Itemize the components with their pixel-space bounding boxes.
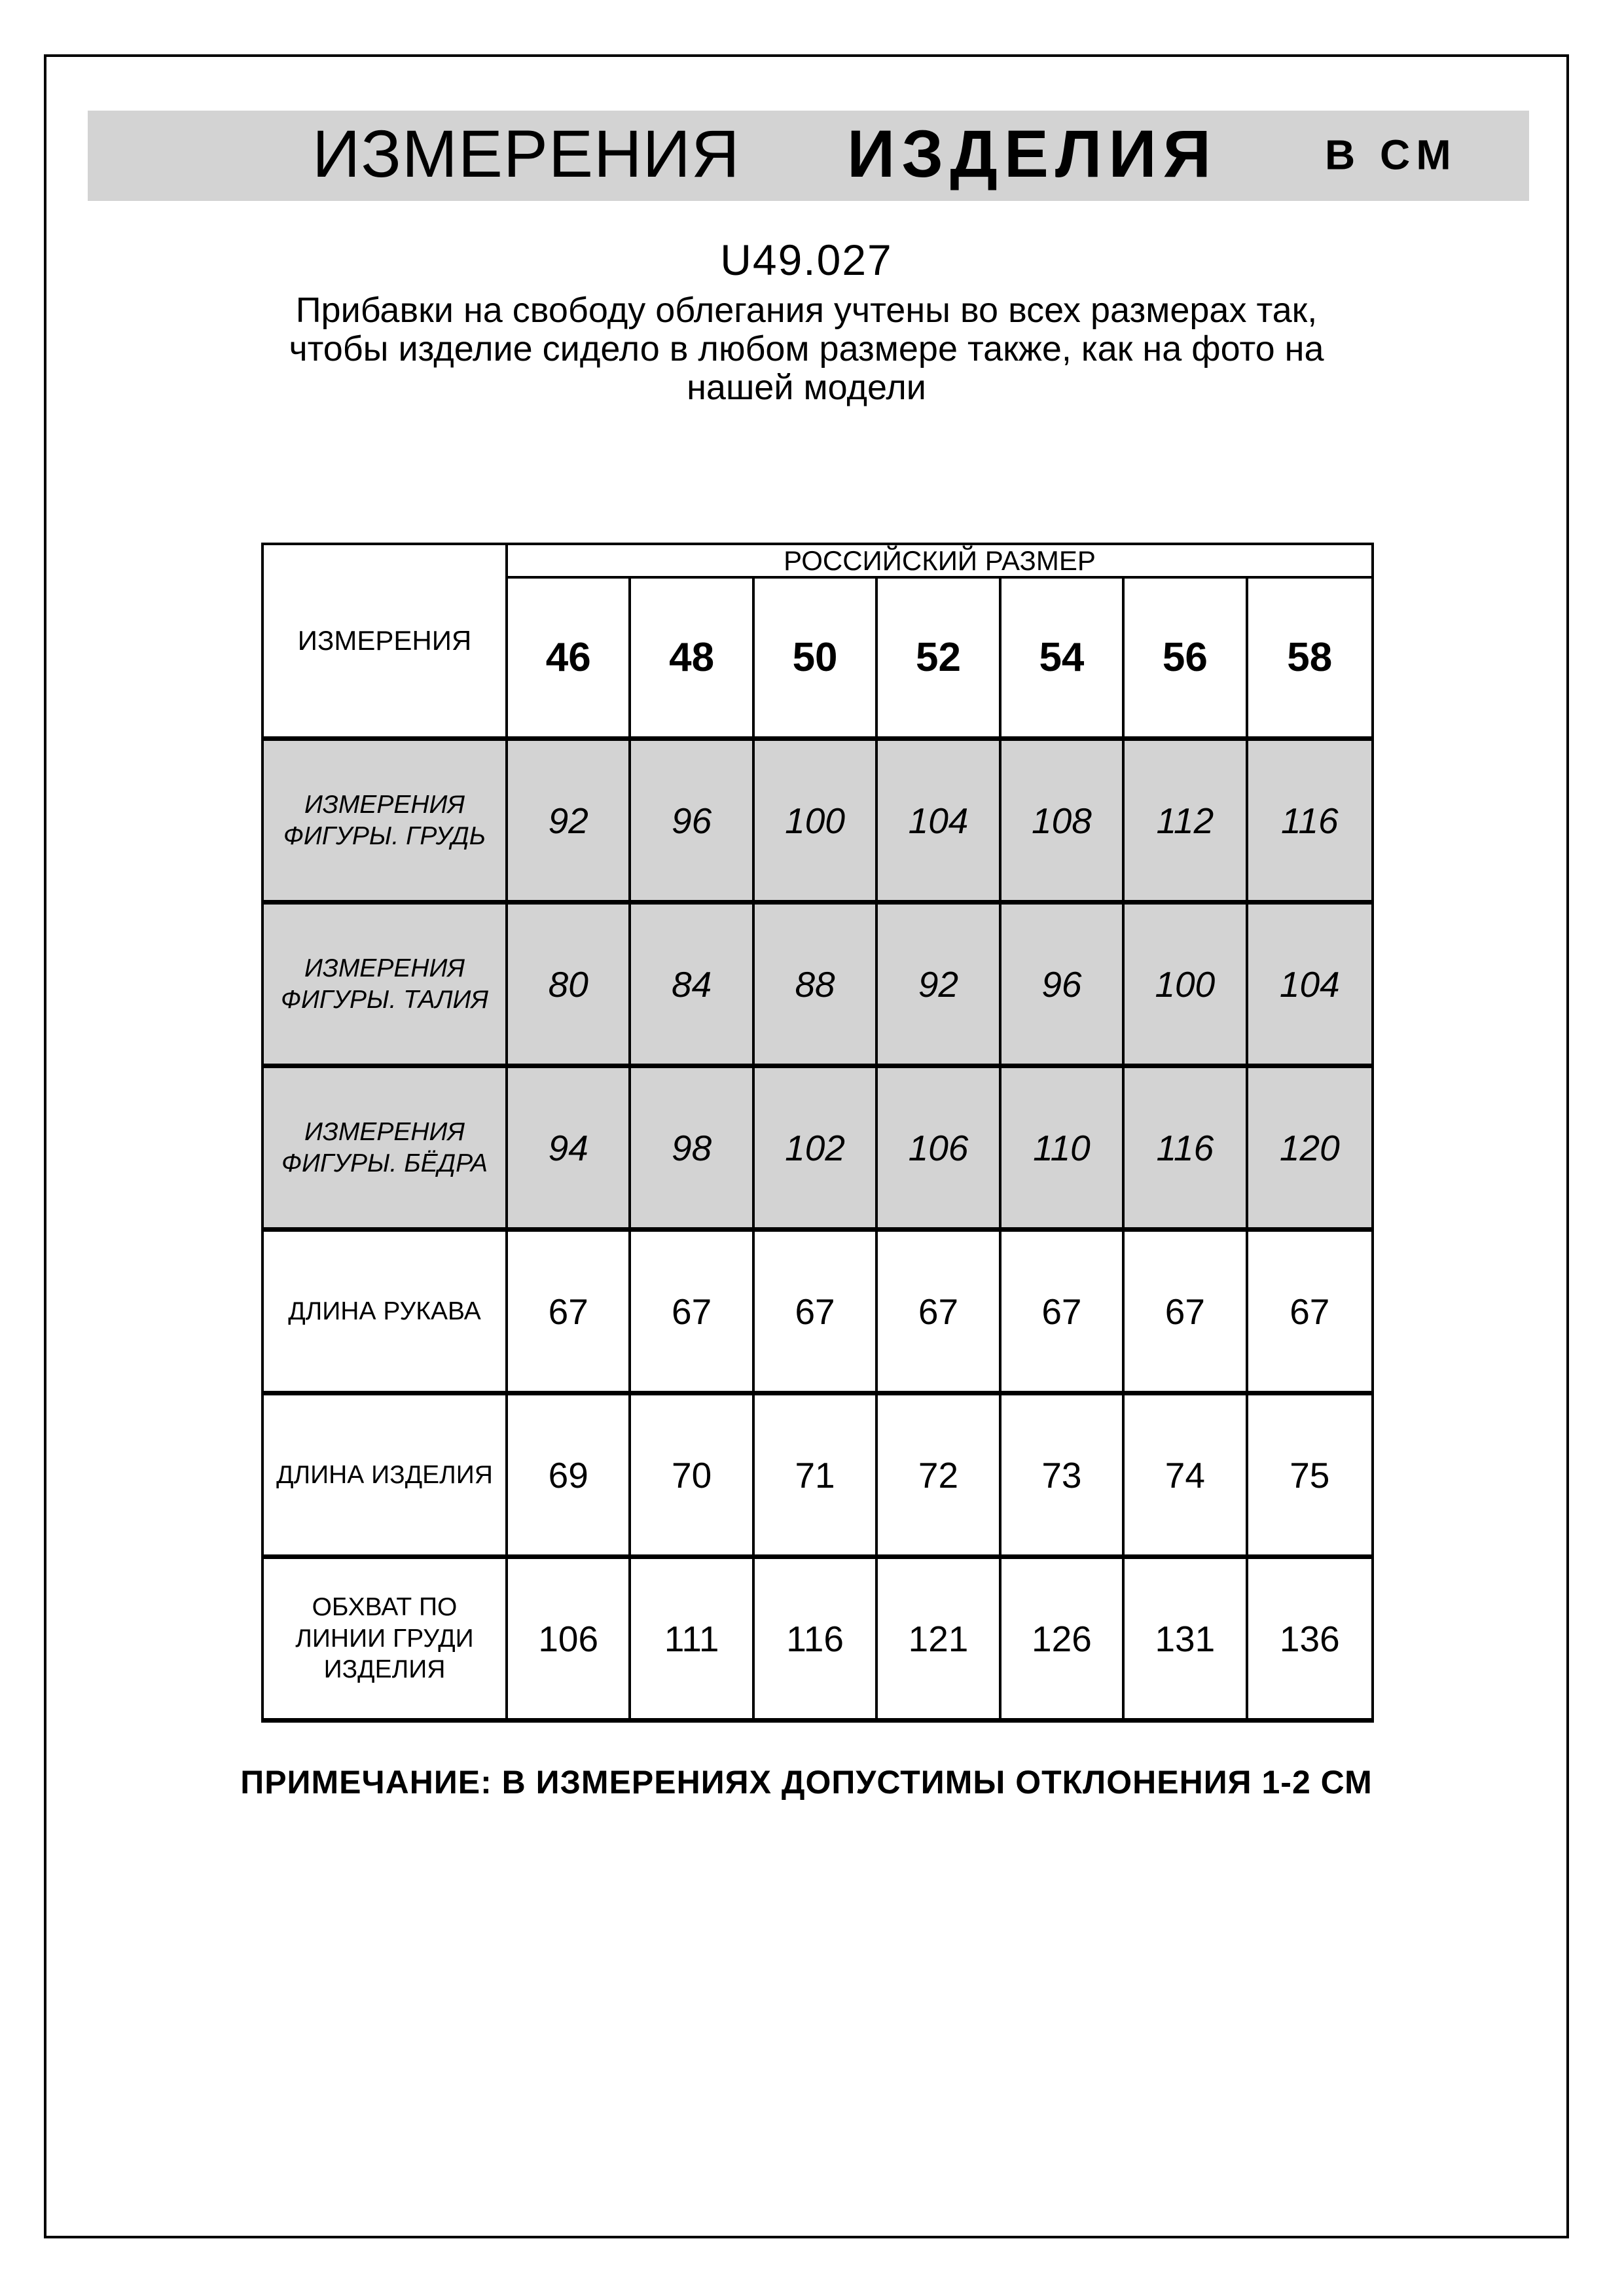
table-cell: 70 [631,1395,754,1559]
table-cell: 131 [1125,1559,1248,1718]
size-header-cell: 56 [1125,579,1248,741]
size-header-cell: 48 [631,579,754,741]
table-cell: 126 [1001,1559,1125,1718]
table-cell: 120 [1248,1068,1371,1232]
row-label-sleeve-length: ДЛИНА РУКАВА [264,1232,508,1395]
table-cell: 73 [1001,1395,1125,1559]
table-cell: 106 [508,1559,631,1718]
table-cell: 111 [631,1559,754,1718]
table-cell: 94 [508,1068,631,1232]
table-cell: 92 [878,905,1001,1068]
description-line-2: чтобы изделие сидело в любом размере также, как на фото на [289,329,1324,368]
table-cell: 121 [878,1559,1001,1718]
table-cell: 104 [1248,905,1371,1068]
table-cell: 104 [878,741,1001,905]
table-cell: 80 [508,905,631,1068]
title-product: ИЗДЕЛИЯ [847,117,1218,192]
row-label-waist: ИЗМЕРЕНИЯ ФИГУРЫ. ТАЛИЯ [264,905,508,1068]
row-label-garment-length: ДЛИНА ИЗДЕЛИЯ [264,1395,508,1559]
table-cell: 98 [631,1068,754,1232]
table-cell: 71 [755,1395,878,1559]
size-band-header: РОССИЙСКИЙ РАЗМЕР [508,545,1371,579]
table-cell: 92 [508,741,631,905]
product-code: U49.027 [720,236,893,284]
size-header-cell: 50 [755,579,878,741]
table-cell: 67 [508,1232,631,1395]
table-cell: 67 [1001,1232,1125,1395]
table-cell: 116 [1248,741,1371,905]
table-cell: 67 [1248,1232,1371,1395]
header-bar [88,111,1529,201]
table-cell: 96 [1001,905,1125,1068]
table-cell: 67 [755,1232,878,1395]
row-label-chest-girth: ОБХВАТ ПО ЛИНИИ ГРУДИ ИЗДЕЛИЯ [264,1559,508,1718]
table-cell: 75 [1248,1395,1371,1559]
title-units: В СМ [1325,131,1458,179]
tolerance-note: ПРИМЕЧАНИЕ: В ИЗМЕРЕНИЯХ ДОПУСТИМЫ ОТКЛОНЕНИЯ 1-2 СМ [240,1764,1373,1801]
table-cell: 116 [755,1559,878,1718]
table-cell: 74 [1125,1395,1248,1559]
corner-header-cell: ИЗМЕРЕНИЯ [264,545,508,741]
fit-description [46,291,1566,407]
row-label-chest: ИЗМЕРЕНИЯ ФИГУРЫ. ГРУДЬ [264,741,508,905]
table-cell: 100 [755,741,878,905]
table-cell: 67 [631,1232,754,1395]
table-cell: 110 [1001,1068,1125,1232]
title-measurements: ИЗМЕРЕНИЯ [312,117,740,192]
table-cell: 102 [755,1068,878,1232]
table-cell: 116 [1125,1068,1248,1232]
table-cell: 96 [631,741,754,905]
size-header-cell: 52 [878,579,1001,741]
table-cell: 69 [508,1395,631,1559]
table-cell: 67 [878,1232,1001,1395]
size-table [261,543,1374,1723]
table-cell: 106 [878,1068,1001,1232]
table-cell: 136 [1279,1618,1340,1659]
size-header-cell: 46 [508,579,631,741]
row-label-hips: ИЗМЕРЕНИЯ ФИГУРЫ. БЁДРА [264,1068,508,1232]
size-header-cell: 58 [1248,579,1371,741]
table-cell: 108 [1001,741,1125,905]
table-cell: 67 [1125,1232,1248,1395]
description-line-3: нашей модели [687,368,926,407]
table-cell: 84 [631,905,754,1068]
table-cell: 112 [1125,741,1248,905]
page-frame [44,54,1569,2238]
table-cell: 100 [1125,905,1248,1068]
table-cell: 88 [755,905,878,1068]
size-header-cell: 54 [1001,579,1125,741]
table-cell: 72 [878,1395,1001,1559]
description-line-1: Прибавки на свободу облегания учтены во всех размерах так, [295,291,1318,330]
